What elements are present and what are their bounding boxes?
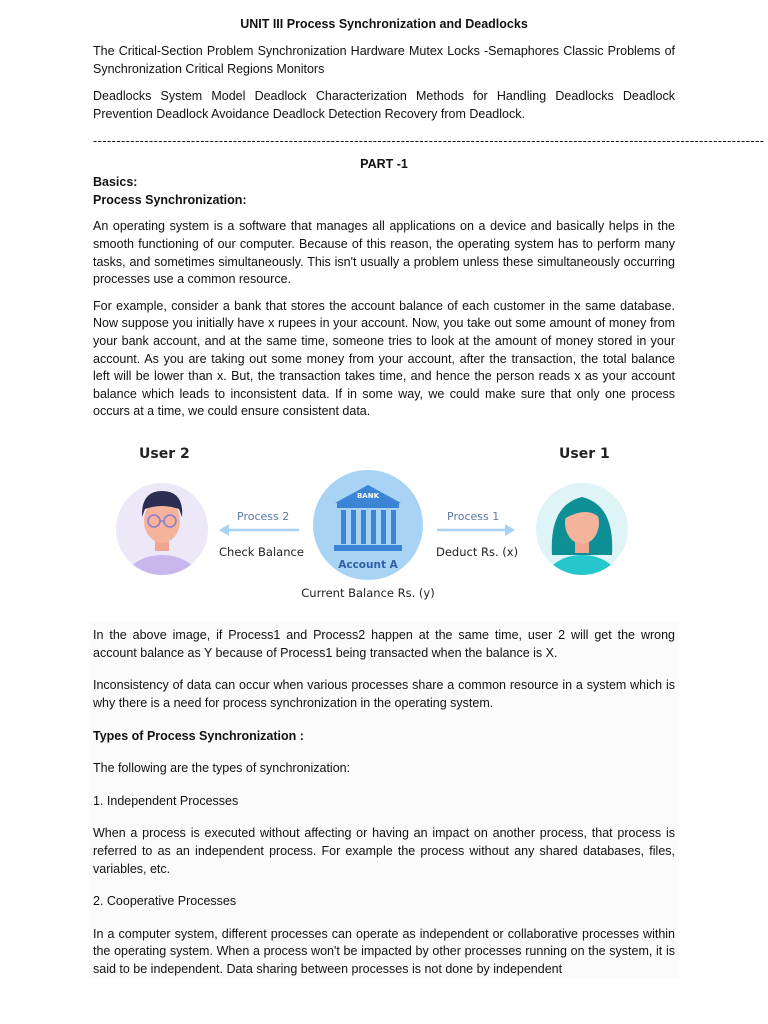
paragraph-bank-example: For example, consider a bank that stores the account balance of each customer in the same database. Now suppose you initially have x rupees in your account. Now, you take out some amount of money from your bank account, and at the same time, someone tries to look at the amount of money stored in your account. As you are taking out some money from your account, after the transaction, the total balance left will be lower than x. But, the transaction takes time, and hence the person reads x as your account balance which leads to inconsistent data. If in some way, we could make sure that only one process occurs at a time, we could ensure consistent data.	[93, 298, 675, 419]
independent-processes-description: When a process is executed without affecting or having an impact on another process, that process is referred to as an independent process. For example the process without any shared databases, files, variables, etc.	[93, 826, 675, 876]
types-heading: Types of Process Synchronization :	[93, 729, 304, 744]
bank-sync-figure	[93, 433, 675, 621]
shaded-section	[89, 621, 679, 979]
process-sync-heading: Process Synchronization:	[93, 193, 247, 208]
user1-label: User 1	[559, 445, 610, 462]
paragraph-inconsistency: Inconsistency of data can occur when various processes share a common resource in a system which is why there is a need for process synchronization in the operating system.	[93, 678, 675, 710]
user1-avatar	[536, 483, 628, 611]
process1-label: Process 1	[447, 509, 500, 523]
topics-deadlocks: Deadlocks System Model Deadlock Characterization Methods for Handling Deadlocks Deadlock Prevention Deadlock Avoidance Deadlock Detection Recovery from Deadlock.	[93, 89, 675, 121]
user2-label: User 2	[139, 445, 190, 462]
part-heading: PART -1	[360, 157, 408, 172]
process2-label: Process 2	[237, 509, 290, 523]
current-balance-label: Current Balance Rs. (y)	[301, 585, 435, 600]
bank-sync-illustration	[93, 433, 675, 621]
unit-title: UNIT III Process Synchronization and Deadlocks	[240, 17, 528, 31]
account-label: Account A	[338, 558, 398, 571]
bank-sign: BANK	[356, 491, 380, 500]
document-content	[93, 16, 765, 979]
check-balance-label: Check Balance	[219, 544, 304, 559]
independent-processes-item: 1. Independent Processes	[93, 793, 239, 808]
cooperative-processes-item: 2. Cooperative Processes	[93, 894, 237, 909]
topics-synchronization: The Critical-Section Problem Synchronization Hardware Mutex Locks -Semaphores Classic Problems of Synchronization Critical Regions Monitors	[93, 44, 675, 76]
types-intro: The following are the types of synchronization:	[93, 761, 351, 776]
paragraph-image-explanation: In the above image, if Process1 and Process2 happen at the same time, user 2 will get the wrong account balance as Y because of Process1 being transacted when the balance is X.	[93, 627, 675, 660]
user2-avatar	[116, 483, 208, 603]
deduct-label: Deduct Rs. (x)	[436, 544, 519, 559]
basics-heading: Basics:	[93, 175, 138, 190]
paragraph-os-intro: An operating system is a software that manages all applications on a device and basically helps in the smooth functioning of our computer. Because of this reason, the operating system has to perform many tasks, and sometimes simultaneously. This isn't usually a problem unless these simultaneously occurring processes use a common resource.	[93, 219, 675, 287]
process1-arrow	[437, 524, 515, 536]
process2-arrow	[219, 524, 299, 536]
dashed-divider: ------------------------------------------------------------------------------------------------------------------------------------------------	[93, 134, 765, 149]
cooperative-processes-description: In a computer system, different processes can operate as independent or collaborative processes within the operating system. When a process won't be impacted by other processes running on the system, it is said to be independent. Data sharing between processes is not done by independent	[93, 926, 675, 977]
